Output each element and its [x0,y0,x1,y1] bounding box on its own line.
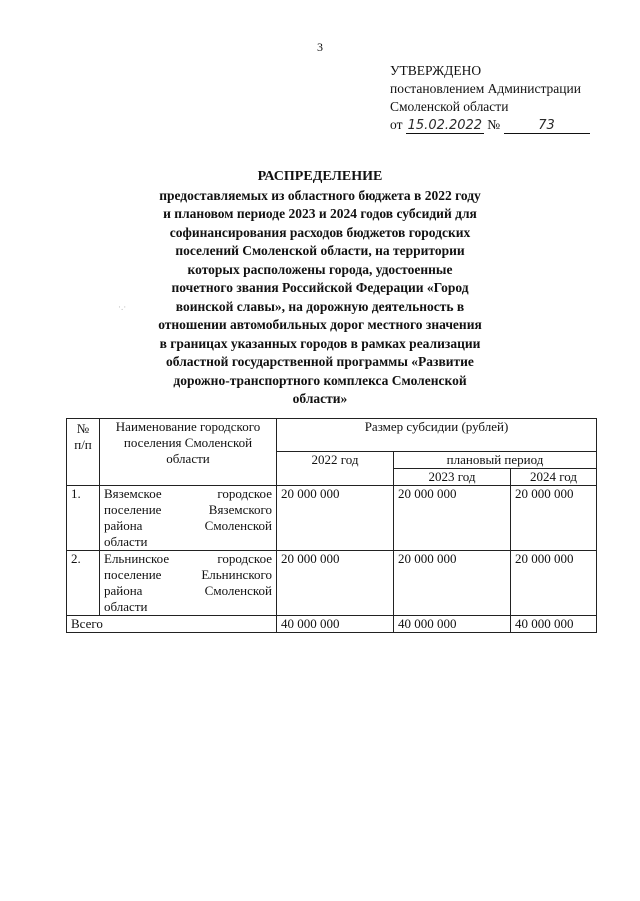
approval-number-handwritten: 73 [504,119,590,134]
title-heading: РАСПРЕДЕЛЕНИЕ [257,169,383,184]
row-2024: 20 000 000 [511,551,597,616]
total-2022: 40 000 000 [277,616,394,633]
approval-number-sign: № [487,117,501,132]
distribution-table [66,418,597,633]
row-2022: 20 000 000 [277,486,394,551]
table-row [67,486,597,551]
row-2022: 20 000 000 [277,551,394,616]
approval-date-prefix: от [390,117,403,132]
title-line: предоставляемых из областного бюджета в 2022 году [159,187,481,203]
row-2024: 20 000 000 [511,486,597,551]
total-label: Всего [67,616,277,633]
header-2023: 2023 год [394,469,511,486]
approval-line-1: постановлением Администрации [390,81,581,96]
title-line: софинансирования расходов бюджетов городских [169,224,471,240]
row-name-line: Ельнинское городское [104,551,272,566]
header-name: Наименование городского поселения Смоленской области [100,419,277,486]
header-num: № п/п [67,419,100,486]
approval-stamp [390,62,610,134]
title-line: и плановом периоде 2023 и 2024 годов субсидий для [163,206,477,221]
approval-title: УТВЕРЖДЕНО [390,63,482,78]
row-2023: 20 000 000 [394,551,511,616]
total-2024: 40 000 000 [511,616,597,633]
row-2023: 20 000 000 [394,486,511,551]
title-line: отношении автомобильных дорог местного значения [158,317,482,332]
header-2024: 2024 год [511,469,597,486]
total-2023: 40 000 000 [394,616,511,633]
table-row [67,551,597,616]
header-planned-period: плановый период [394,452,597,469]
row-name [100,486,277,551]
row-name-line: области [104,534,148,549]
table-header-row-1 [67,419,597,452]
title-line: поселений Смоленской области, на территории [175,243,465,258]
row-name-line: поселение Вяземского [104,502,272,517]
document-title [120,168,520,409]
scan-speck: ·.· [118,302,127,312]
title-line: почетного звания Российской Федерации «Город [171,280,469,295]
title-line: дорожно-транспортного комплекса Смоленской [173,372,467,388]
title-line: областной государственной программы «Развитие [166,354,474,369]
approval-line-2: Смоленской области [390,99,509,114]
row-name-line: Вяземское городское [104,486,272,501]
title-line: которых расположены города, удостоенные [187,261,453,277]
page-number: 3 [317,40,323,54]
row-name-line: района Смоленской [104,583,272,598]
header-subsidy: Размер субсидии (рублей) [277,419,597,452]
approval-date-handwritten: 15.02.2022 [407,118,483,133]
title-line: в границах указанных городов в рамках реализации [159,335,481,351]
row-num: 2. [67,551,100,616]
row-name [100,551,277,616]
row-num: 1. [67,486,100,551]
row-name-line: района Смоленской [104,518,272,533]
row-name-line: области [104,599,148,614]
title-line: воинской славы», на дорожную деятельность в [175,298,465,314]
row-name-line: поселение Ельнинского [104,567,272,582]
table-total-row [67,616,597,633]
approval-date-row [390,116,610,134]
header-2022: 2022 год [277,452,394,486]
title-line: области» [292,391,348,406]
